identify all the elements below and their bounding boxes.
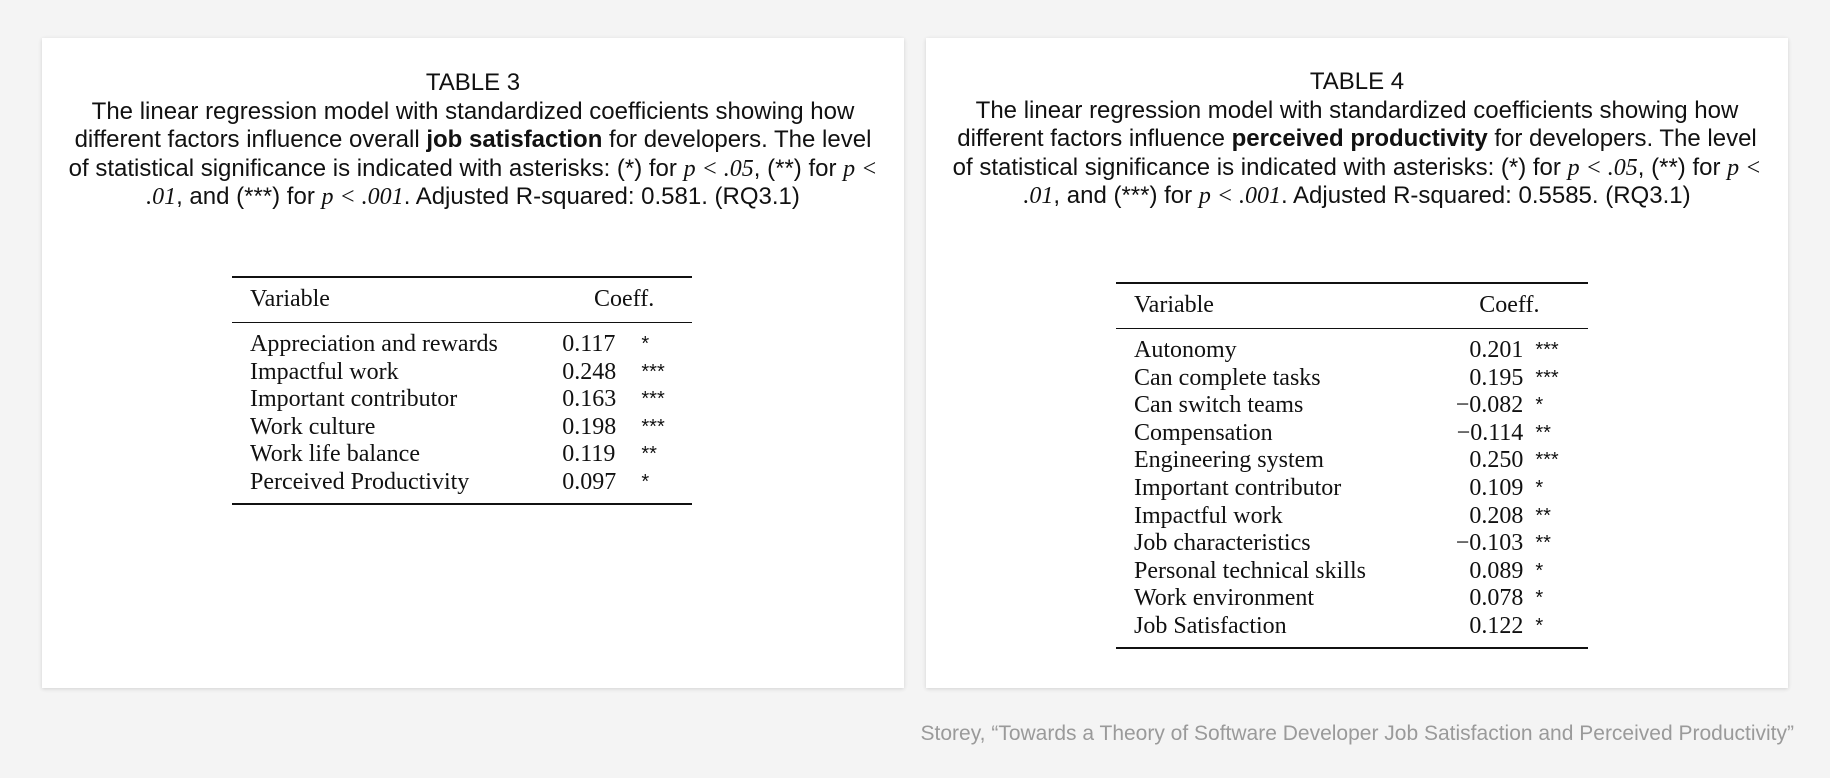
source-credit: Storey, “Towards a Theory of Software Developer Job Satisfaction and Perceived Productivity”: [920, 722, 1794, 745]
caption-text: . Adjusted R-squared: 0.581. (RQ3.1): [403, 183, 800, 210]
caption-text: . Adjusted R-squared: 0.5585. (RQ3.1): [1281, 182, 1691, 209]
significance-stars: *: [1535, 476, 1544, 499]
variable-cell: Can complete tasks: [1134, 364, 1321, 391]
table-row: [232, 441, 692, 469]
table-row: [1116, 329, 1588, 365]
significance-stars: *: [1535, 614, 1544, 637]
coeff-value: 0.117: [562, 331, 616, 357]
p-threshold-001: p < .001: [321, 184, 404, 210]
table-row: [1116, 558, 1588, 586]
p-threshold-05: p < .05: [683, 155, 754, 182]
p-threshold-01: p < .01: [146, 155, 878, 210]
coeff-value: −0.114: [1456, 419, 1524, 446]
variable-cell: Important contributor: [1134, 474, 1342, 501]
table-3-regression: [232, 276, 692, 505]
table-3-panel: [42, 38, 904, 688]
significance-stars: *: [641, 333, 650, 355]
variable-cell: Appreciation and rewards: [250, 331, 498, 357]
table-row: [1116, 475, 1588, 503]
coeff-value: 0.248: [562, 358, 617, 385]
header-coeff: Coeff.: [556, 277, 692, 323]
coeff-value: −0.082: [1455, 392, 1524, 419]
table-row: [1116, 503, 1588, 531]
table-row: [1116, 447, 1588, 475]
coeff-value: 0.097: [562, 468, 617, 495]
significance-stars: *: [641, 470, 650, 493]
coeff-value: 0.109: [1469, 474, 1524, 501]
variable-cell: Impactful work: [250, 358, 399, 385]
caption-text: , (**) for: [753, 154, 844, 182]
table-row: [232, 359, 692, 387]
variable-cell: Personal technical skills: [1134, 557, 1366, 584]
table-3-label: TABLE 3: [425, 69, 521, 96]
table-row: [1116, 530, 1588, 558]
header-variable: Variable: [1116, 283, 1431, 329]
coeff-value: 0.198: [562, 413, 617, 440]
coeff-value: 0.122: [1469, 612, 1524, 639]
table-3-body: [232, 323, 692, 504]
table-header-row: [232, 277, 692, 323]
variable-cell: Can switch teams: [1134, 392, 1304, 419]
variable-cell: Work life balance: [250, 441, 420, 468]
header-coeff: Coeff.: [1431, 283, 1588, 329]
caption-text: , and (***) for: [176, 183, 322, 210]
significance-stars: ***: [641, 360, 665, 383]
table-row: [1116, 613, 1588, 648]
variable-cell: Work environment: [1134, 585, 1315, 612]
coeff-value: 0.163: [562, 386, 617, 413]
variable-cell: Job Satisfaction: [1134, 612, 1287, 639]
variable-cell: Engineering system: [1134, 447, 1324, 474]
significance-stars: **: [1535, 421, 1551, 444]
table-4-panel: [926, 38, 1788, 688]
table-header-row: [1116, 283, 1588, 329]
variable-cell: Job characteristics: [1134, 530, 1311, 557]
table-row: [1116, 392, 1588, 420]
p-threshold-05: p < .05: [1567, 154, 1638, 181]
p-threshold-001: p < .001: [1198, 183, 1282, 209]
significance-stars: ***: [1535, 366, 1559, 389]
caption-emphasis: job satisfaction: [426, 126, 603, 153]
significance-stars: ***: [641, 388, 665, 411]
p-threshold-01: p < .01: [1023, 154, 1762, 209]
variable-cell: Important contributor: [250, 386, 458, 413]
table-4-caption: [946, 68, 1768, 211]
variable-cell: Perceived Productivity: [250, 468, 470, 495]
table-row: [1116, 420, 1588, 448]
coeff-value: 0.201: [1469, 337, 1524, 363]
coeff-value: 0.208: [1469, 502, 1524, 529]
header-variable: Variable: [232, 277, 556, 323]
significance-stars: ***: [641, 415, 665, 438]
caption-text: , and (***) for: [1053, 182, 1199, 209]
coeff-value: −0.103: [1455, 530, 1524, 557]
table-3-caption: [62, 69, 884, 212]
table-4-body: [1116, 329, 1588, 648]
caption-text: The linear regression model with standardized coefficients showing how different factors influence overall: [74, 97, 855, 153]
table-row: [1116, 365, 1588, 393]
caption-text: , (**) for: [1637, 153, 1728, 181]
caption-text: The linear regression model with standardized coefficients showing how different factors influence: [957, 96, 1739, 152]
variable-cell: Compensation: [1134, 419, 1273, 446]
significance-stars: *: [1535, 559, 1544, 582]
significance-stars: **: [641, 443, 657, 466]
table-row: [1116, 585, 1588, 613]
coeff-value: 0.089: [1469, 557, 1524, 584]
coeff-value: 0.119: [562, 441, 616, 468]
significance-stars: ***: [1535, 339, 1559, 361]
caption-text: for developers. The level of statistical significance is indicated with asterisks: (*) for: [68, 126, 872, 182]
significance-stars: **: [1535, 532, 1551, 555]
table-row: [232, 469, 692, 504]
table-row: [232, 414, 692, 442]
significance-stars: **: [1535, 504, 1551, 527]
table-row: [232, 386, 692, 414]
coeff-value: 0.250: [1469, 447, 1524, 474]
significance-stars: *: [1535, 394, 1544, 417]
table-4-label: TABLE 4: [1309, 68, 1405, 95]
variable-cell: Autonomy: [1134, 337, 1237, 363]
table-4-regression: [1116, 282, 1588, 649]
caption-text: for developers. The level of statistical significance is indicated with asterisks: (*) for: [952, 125, 1757, 181]
coeff-value: 0.078: [1469, 585, 1524, 612]
significance-stars: ***: [1535, 449, 1559, 472]
table-row: [232, 323, 692, 359]
significance-stars: *: [1535, 587, 1544, 610]
coeff-value: 0.195: [1469, 364, 1524, 391]
caption-emphasis: perceived productivity: [1231, 125, 1488, 152]
variable-cell: Impactful work: [1134, 502, 1283, 529]
variable-cell: Work culture: [250, 413, 376, 440]
